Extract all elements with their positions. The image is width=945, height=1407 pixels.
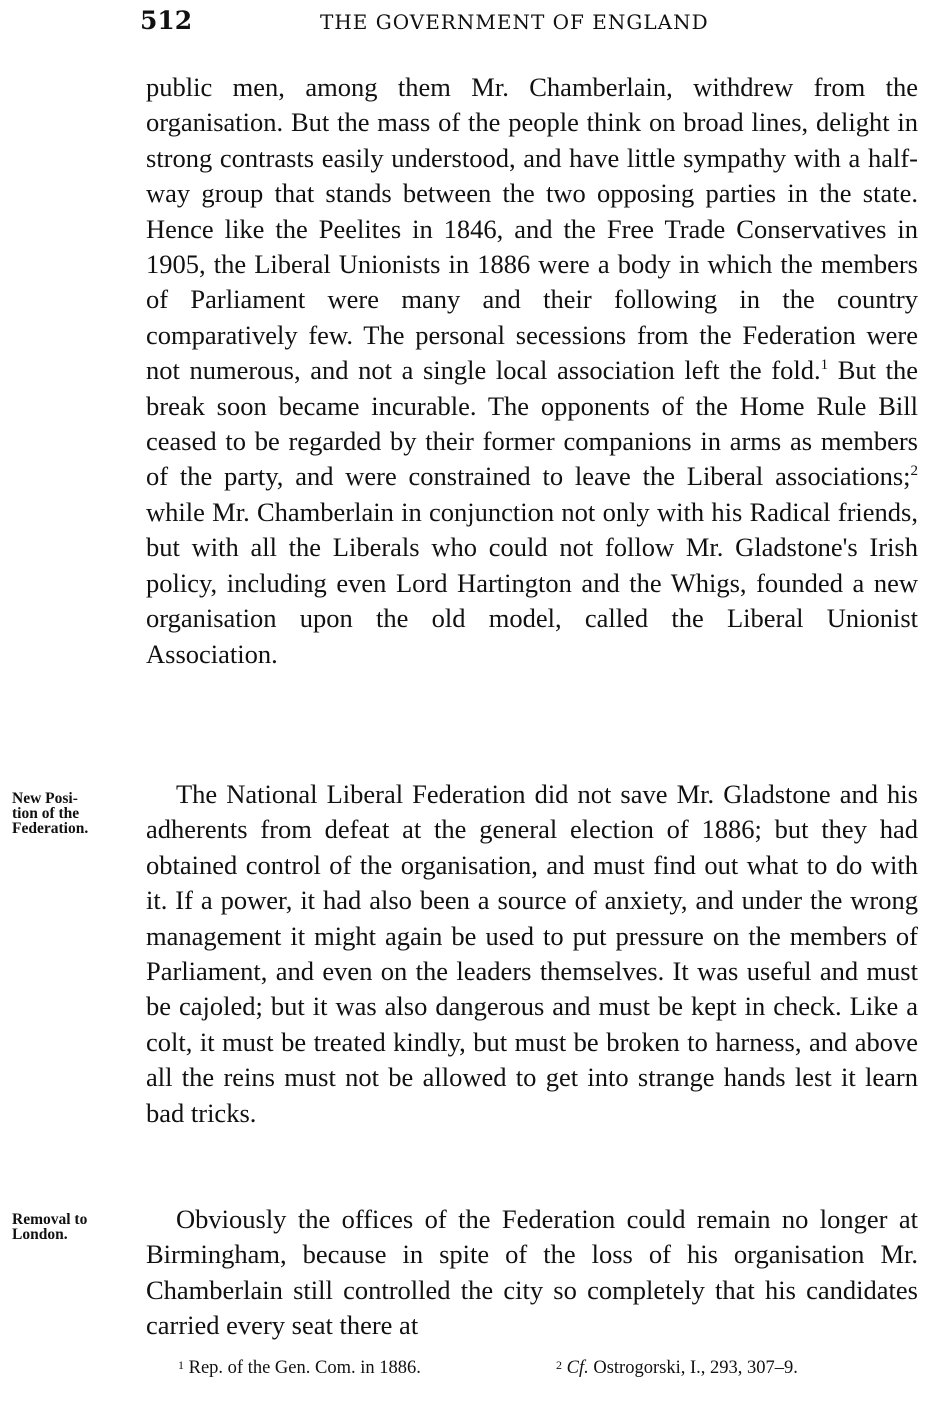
footnote-mark: 2: [556, 1358, 562, 1372]
paragraph-1-text-c: while Mr. Chamberlain in conjunction not only with his Radical friends, but with all the Liberals who could not follow Mr. Gladstone's Irish policy, including even Lord Hartington and the Whigs, founded a new organisation upon the old model, called the Liberal Unionist Association.: [146, 496, 918, 669]
paragraph-1-text-b: But the break soon became incurable. The opponents of the Home Rule Bill ceased to be regarded by their former companions in arms as members of the party, and were constrained to leave the Liberal associations;: [146, 355, 918, 492]
sidenote-line: London.: [12, 1226, 68, 1243]
running-title: THE GOVERNMENT OF ENGLAND: [320, 10, 709, 34]
footnote-ref-2: 2: [910, 463, 918, 480]
page-header: [140, 6, 920, 42]
paragraph-2: The National Liberal Federation did not save Mr. Gladstone and his adherents from defeat at the general election of 1886; but they had obtained control of the organisation, and must find out what to do with it. If a power, it had also been a source of anxiety, and under the wrong management it might again be used to put pressure on the members of Parliament, and even on the leaders themselves. It was useful and must be cajoled; but it was also dangerous and must be kept in check. Like a colt, it must be treated kindly, but must be broken to harness, and above all the reins must not be allowed to get into strange hands lest it learn bad tricks.: [146, 779, 918, 1128]
paragraph-3: Obviously the offices of the Federation could remain no longer at Birmingham, because in spite of the loss of his organisation Mr. Chamberlain still controlled the city so completely that his candidates carried every seat there at: [146, 1204, 918, 1341]
sidenote-line: New Posi-: [12, 790, 78, 807]
paragraph-1-text-a: public men, among them Mr. Chamberlain, withdrew from the organisation. But the mass of the people think on broad lines, delight in strong contrasts easily understood, and have little sympathy with a half-way group that stands between the two opposing parties in the state. Hence like the Peelites in 1846, and the Free Trade Conservatives in 1905, the Liberal Unionists in 1886 were a body in which the members of Parliament were many and their following in the country comparatively few. The personal secessions from the Federation were not numerous, and not a single local association left the fold.: [146, 72, 918, 386]
sidenote-line: tion of the: [12, 805, 80, 822]
footnote-ref-1: 1: [820, 357, 829, 374]
footnote-text: Rep. of the Gen. Com. in 1886.: [184, 1358, 421, 1378]
footnote-2: [556, 1358, 798, 1379]
paragraph-1: [146, 70, 918, 672]
sidenote-line: Federation.: [12, 820, 89, 837]
sidenote-removal: [12, 1212, 140, 1242]
sidenote-new-position: [12, 791, 140, 836]
page-number: 512: [140, 6, 193, 35]
footnote-italic: Cf.: [566, 1358, 589, 1378]
footnote-1: [178, 1358, 421, 1379]
sidenote-line: Removal to: [12, 1211, 88, 1228]
footnote-text: Ostrogorski, I., 293, 307–9.: [588, 1358, 798, 1378]
footnote-mark: 1: [178, 1358, 184, 1372]
